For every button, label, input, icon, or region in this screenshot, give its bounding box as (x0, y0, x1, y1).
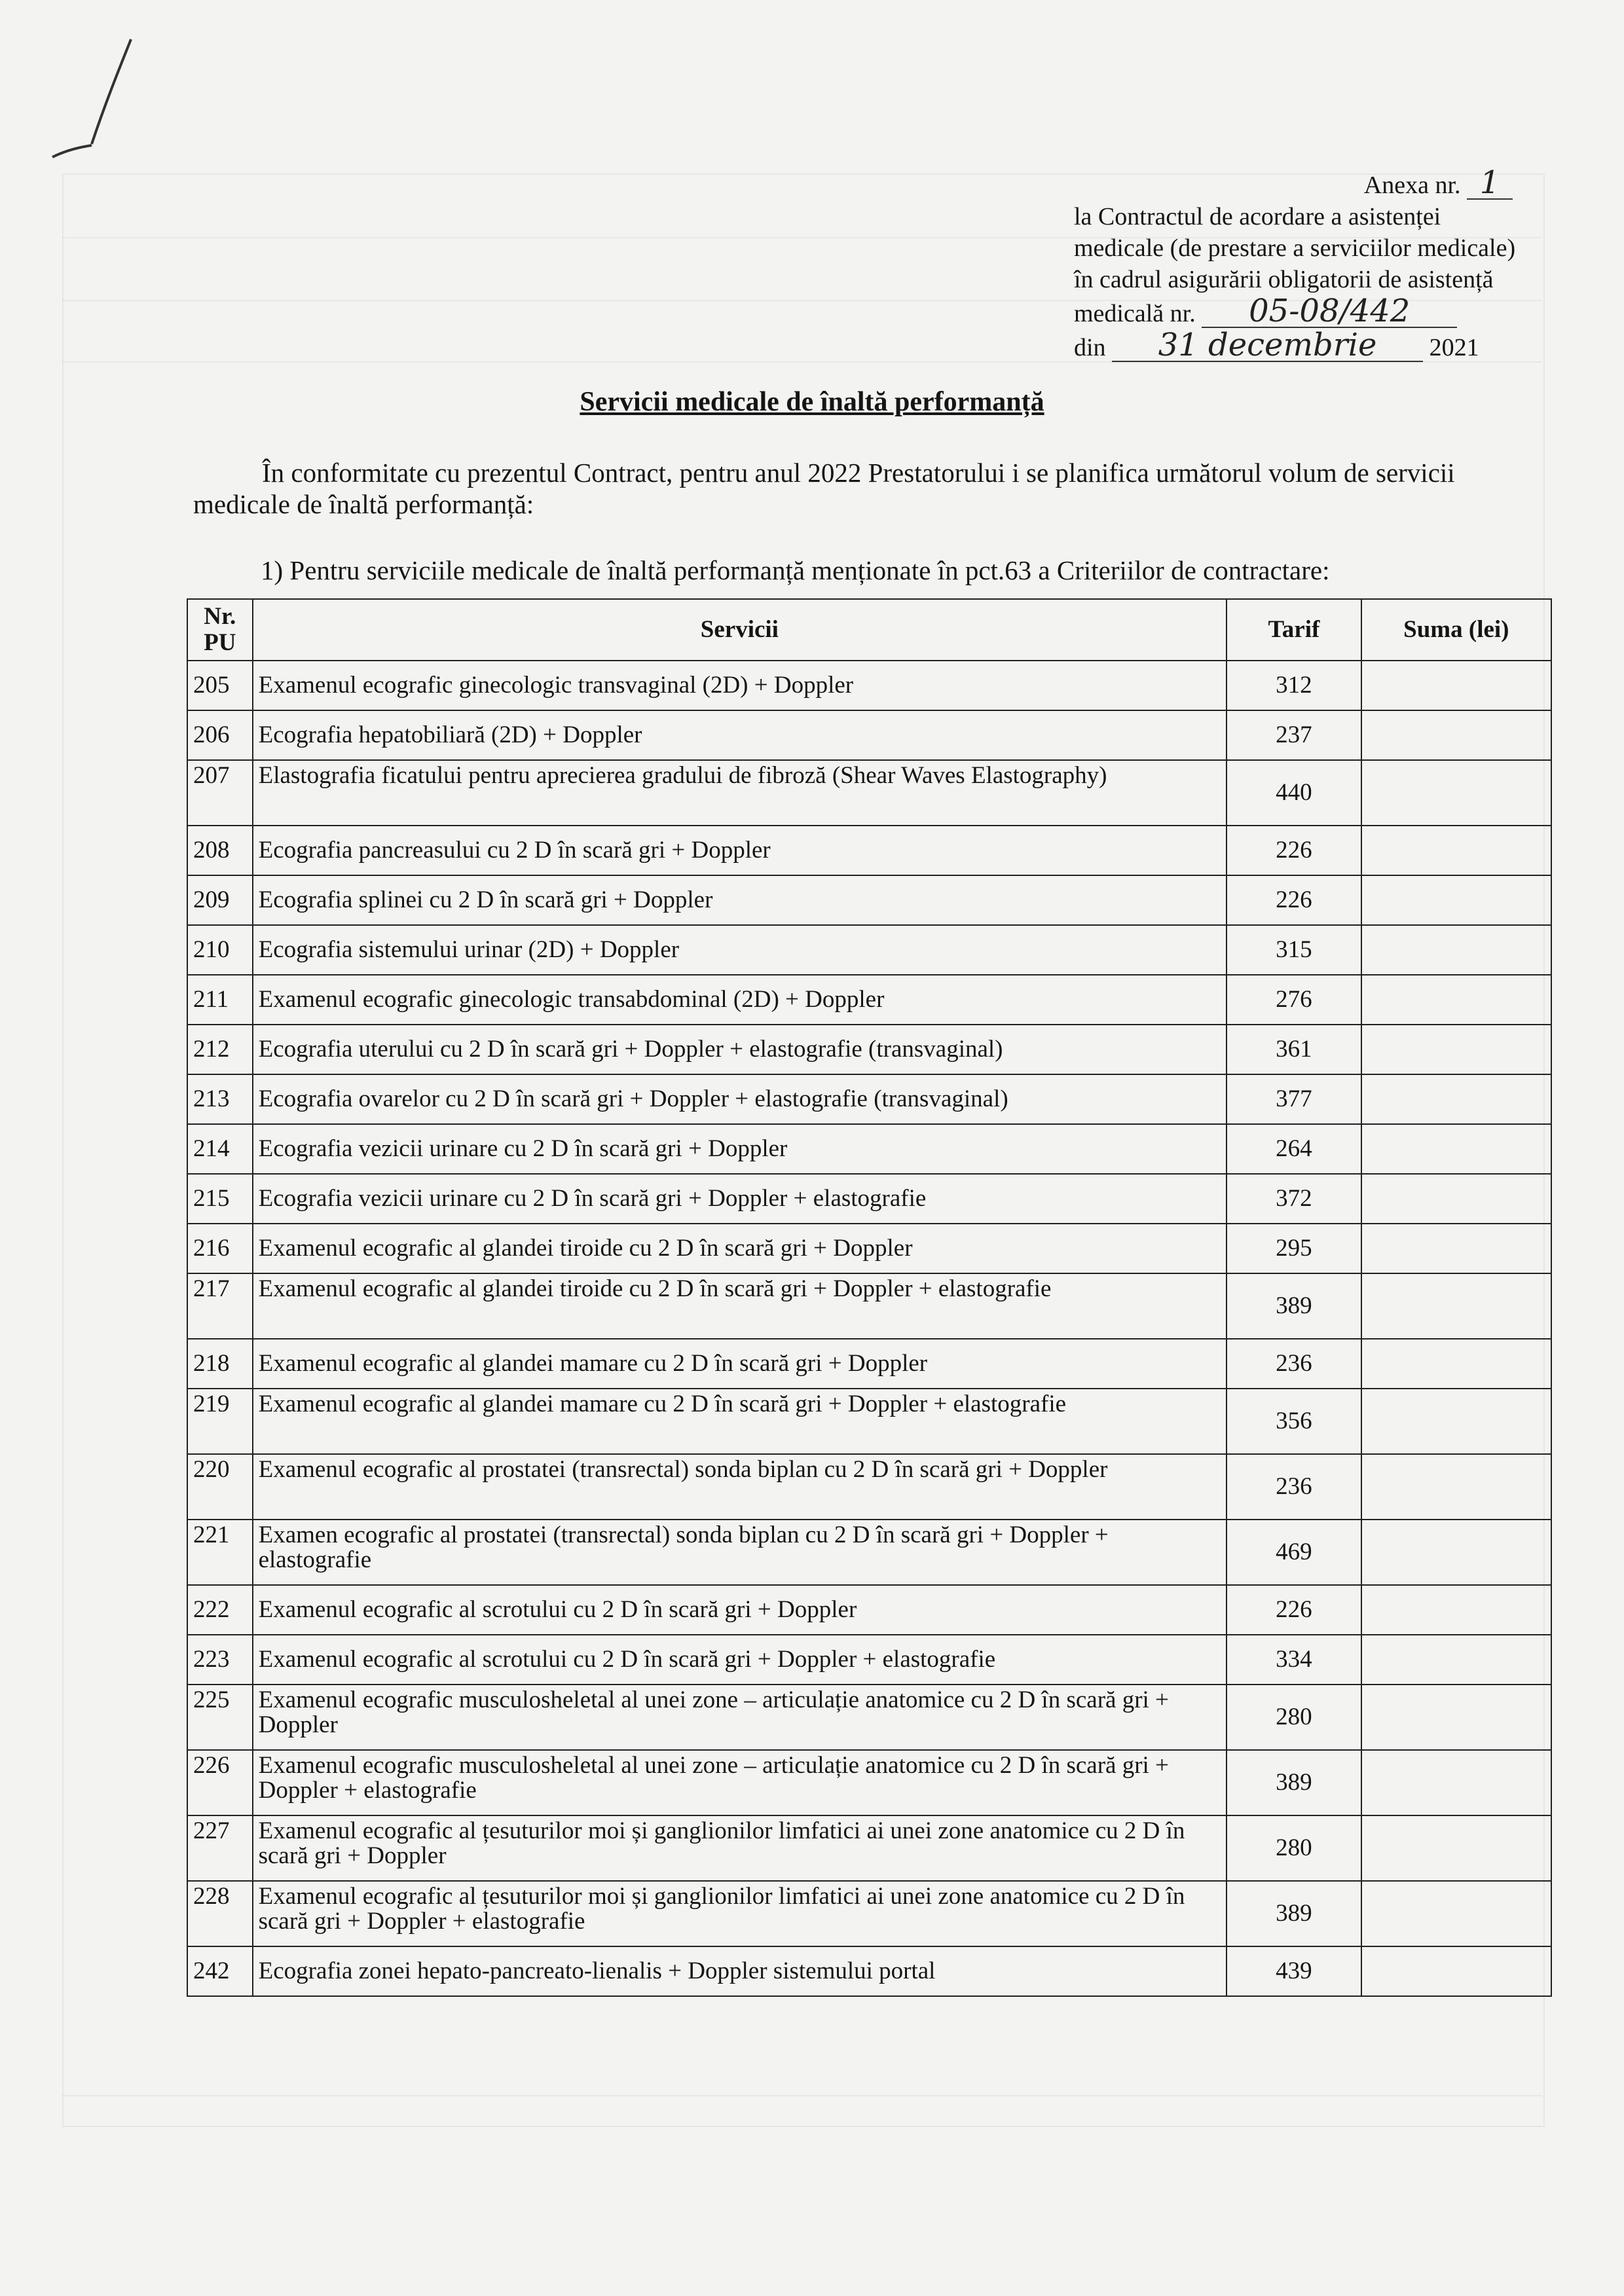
row-nr: 213 (187, 1074, 253, 1124)
row-nr: 228 (187, 1881, 253, 1946)
annex-number-line (1074, 164, 1559, 201)
row-service: Ecografia vezicii urinare cu 2 D în scară gri + Doppler (253, 1124, 1227, 1174)
row-nr: 219 (187, 1389, 253, 1454)
row-service: Ecografia splinei cu 2 D în scară gri + Doppler (253, 875, 1227, 925)
row-service: Examenul ecografic ginecologic transvaginal (2D) + Doppler (253, 661, 1227, 710)
header-sum: Suma (lei) (1361, 599, 1551, 661)
table-row (187, 1124, 1551, 1174)
row-nr: 215 (187, 1174, 253, 1224)
row-nr: 221 (187, 1520, 253, 1585)
row-sum (1361, 826, 1551, 875)
contract-date: 31 decembrie (1112, 329, 1423, 362)
contract-number-label: medicală nr. (1074, 300, 1196, 327)
row-tariff: 377 (1227, 1074, 1361, 1124)
row-sum (1361, 1520, 1551, 1585)
table-row (187, 1025, 1551, 1074)
services-table (187, 598, 1552, 1997)
table-body (187, 661, 1551, 1996)
row-service: Examenul ecografic al prostatei (transrectal) sonda biplan cu 2 D în scară gri + Doppler (253, 1454, 1227, 1520)
row-sum (1361, 661, 1551, 710)
table-row (187, 1520, 1551, 1585)
row-nr: 206 (187, 710, 253, 760)
table-row (187, 925, 1551, 975)
annex-date-line (1074, 329, 1559, 363)
row-nr: 212 (187, 1025, 253, 1074)
row-sum (1361, 875, 1551, 925)
row-nr: 226 (187, 1750, 253, 1815)
intro-text: În conformitate cu prezentul Contract, pentru anul 2022 Prestatorului i se planifica următorul volum de servicii medicale de înaltă performanță: (193, 458, 1455, 519)
bleed-through-line (62, 2095, 1542, 2096)
row-nr: 220 (187, 1454, 253, 1520)
annex-line-2: la Contractul de acordare a asistenței (1074, 203, 1441, 230)
table-row (187, 1273, 1551, 1339)
table-header-row (187, 599, 1551, 661)
row-nr: 218 (187, 1339, 253, 1389)
row-tariff: 315 (1227, 925, 1361, 975)
date-label: din (1074, 334, 1106, 361)
pen-stroke-mark (46, 26, 138, 177)
row-tariff: 439 (1227, 1946, 1361, 1996)
table-row (187, 1685, 1551, 1750)
row-service: Ecografia pancreasului cu 2 D în scară gri + Doppler (253, 826, 1227, 875)
row-sum (1361, 710, 1551, 760)
row-sum (1361, 1750, 1551, 1815)
row-service: Examen ecografic al prostatei (transrectal) sonda biplan cu 2 D în scară gri + Doppler + elastografie (253, 1520, 1227, 1585)
contract-year: 2021 (1429, 334, 1479, 361)
table-row (187, 760, 1551, 826)
table-row (187, 1946, 1551, 1996)
table-row (187, 1635, 1551, 1685)
row-service: Examenul ecografic al scrotului cu 2 D în scară gri + Doppler (253, 1585, 1227, 1635)
table-row (187, 875, 1551, 925)
row-service: Examenul ecografic al glandei mamare cu 2 D în scară gri + Doppler + elastografie (253, 1389, 1227, 1454)
row-tariff: 389 (1227, 1273, 1361, 1339)
row-nr: 227 (187, 1815, 253, 1881)
row-tariff: 312 (1227, 661, 1361, 710)
row-tariff: 226 (1227, 1585, 1361, 1635)
header-service: Servicii (253, 599, 1227, 661)
row-sum (1361, 975, 1551, 1025)
row-service: Examenul ecografic al glandei mamare cu 2 D în scară gri + Doppler (253, 1339, 1227, 1389)
row-sum (1361, 1454, 1551, 1520)
row-sum (1361, 925, 1551, 975)
row-tariff: 334 (1227, 1635, 1361, 1685)
row-tariff: 440 (1227, 760, 1361, 826)
table-row (187, 1815, 1551, 1881)
row-nr: 223 (187, 1635, 253, 1685)
row-sum (1361, 1224, 1551, 1273)
row-tariff: 236 (1227, 1339, 1361, 1389)
annex-number: 1 (1467, 167, 1513, 200)
header-nr: Nr. PU (187, 599, 253, 661)
row-sum (1361, 1339, 1551, 1389)
table-row (187, 1585, 1551, 1635)
row-service: Ecografia ovarelor cu 2 D în scară gri + Doppler + elastografie (transvaginal) (253, 1074, 1227, 1124)
row-tariff: 361 (1227, 1025, 1361, 1074)
row-tariff: 280 (1227, 1815, 1361, 1881)
table-row (187, 1750, 1551, 1815)
table-row (187, 661, 1551, 710)
row-sum (1361, 760, 1551, 826)
row-nr: 214 (187, 1124, 253, 1174)
row-service: Ecografia uterului cu 2 D în scară gri + Doppler + elastografie (transvaginal) (253, 1025, 1227, 1074)
header-tariff: Tarif (1227, 599, 1361, 661)
row-service: Ecografia hepatobiliară (2D) + Doppler (253, 710, 1227, 760)
row-service: Examenul ecografic musculosheletal al unei zone – articulație anatomice cu 2 D în scară gri + Doppler (253, 1685, 1227, 1750)
table-row (187, 1224, 1551, 1273)
row-service: Ecografia sistemului urinar (2D) + Doppler (253, 925, 1227, 975)
row-service: Examenul ecografic al țesuturilor moi și ganglionilor limfatici ai unei zone anatomice cu 2 D în scară gri + Doppler (253, 1815, 1227, 1881)
row-tariff: 237 (1227, 710, 1361, 760)
table-row (187, 1074, 1551, 1124)
row-nr: 211 (187, 975, 253, 1025)
annex-line-3: medicale (de prestare a serviciilor medicale) (1074, 234, 1516, 262)
row-tariff: 469 (1227, 1520, 1361, 1585)
row-service: Ecografia vezicii urinare cu 2 D în scară gri + Doppler + elastografie (253, 1174, 1227, 1224)
row-tariff: 372 (1227, 1174, 1361, 1224)
row-sum (1361, 1025, 1551, 1074)
contract-number: 05-08/442 (1202, 295, 1457, 328)
row-sum (1361, 1174, 1551, 1224)
row-nr: 242 (187, 1946, 253, 1996)
row-nr: 205 (187, 661, 253, 710)
subheading: 1) Pentru serviciile medicale de înaltă performanță menționate în pct.63 a Criteriilor de contractare: (261, 555, 1330, 585)
row-nr: 217 (187, 1273, 253, 1339)
table-row (187, 1454, 1551, 1520)
row-service: Examenul ecografic al scrotului cu 2 D în scară gri + Doppler + elastografie (253, 1635, 1227, 1685)
row-sum (1361, 1685, 1551, 1750)
annex-label: Anexa nr. (1363, 172, 1461, 199)
row-service: Examenul ecografic ginecologic transabdominal (2D) + Doppler (253, 975, 1227, 1025)
row-nr: 216 (187, 1224, 253, 1273)
row-nr: 225 (187, 1685, 253, 1750)
row-service: Examenul ecografic al glandei tiroide cu 2 D în scară gri + Doppler + elastografie (253, 1273, 1227, 1339)
document-title: Servicii medicale de înaltă performanță (580, 387, 1044, 417)
intro-paragraph (193, 457, 1552, 520)
row-tariff: 276 (1227, 975, 1361, 1025)
row-service: Examenul ecografic al țesuturilor moi și ganglionilor limfatici ai unei zone anatomice cu 2 D în scară gri + Doppler + elastografie (253, 1881, 1227, 1946)
row-sum (1361, 1946, 1551, 1996)
row-tariff: 356 (1227, 1389, 1361, 1454)
table-row (187, 826, 1551, 875)
row-sum (1361, 1881, 1551, 1946)
row-service: Examenul ecografic musculosheletal al unei zone – articulație anatomice cu 2 D în scară gri + Doppler + elastografie (253, 1750, 1227, 1815)
row-tariff: 389 (1227, 1881, 1361, 1946)
row-sum (1361, 1074, 1551, 1124)
row-nr: 207 (187, 760, 253, 826)
row-nr: 208 (187, 826, 253, 875)
row-nr: 210 (187, 925, 253, 975)
table-row (187, 1389, 1551, 1454)
annex-line-4: în cadrul asigurării obligatorii de asistență (1074, 266, 1494, 293)
table-row (187, 1881, 1551, 1946)
row-service: Ecografia zonei hepato-pancreato-lienalis + Doppler sistemului portal (253, 1946, 1227, 1996)
row-tariff: 226 (1227, 826, 1361, 875)
table-row (187, 1339, 1551, 1389)
row-tariff: 236 (1227, 1454, 1361, 1520)
row-tariff: 226 (1227, 875, 1361, 925)
row-nr: 222 (187, 1585, 253, 1635)
row-sum (1361, 1273, 1551, 1339)
row-sum (1361, 1815, 1551, 1881)
row-sum (1361, 1635, 1551, 1685)
row-tariff: 280 (1227, 1685, 1361, 1750)
table-row (187, 975, 1551, 1025)
row-tariff: 295 (1227, 1224, 1361, 1273)
table-row (187, 1174, 1551, 1224)
row-tariff: 389 (1227, 1750, 1361, 1815)
row-sum (1361, 1585, 1551, 1635)
row-nr: 209 (187, 875, 253, 925)
annex-block (1074, 164, 1559, 363)
row-tariff: 264 (1227, 1124, 1361, 1174)
table-row (187, 710, 1551, 760)
row-sum (1361, 1124, 1551, 1174)
row-service: Elastografia ficatului pentru aprecierea gradului de fibroză (Shear Waves Elastography) (253, 760, 1227, 826)
annex-contract-line (1074, 295, 1559, 329)
row-service: Examenul ecografic al glandei tiroide cu 2 D în scară gri + Doppler (253, 1224, 1227, 1273)
row-sum (1361, 1389, 1551, 1454)
